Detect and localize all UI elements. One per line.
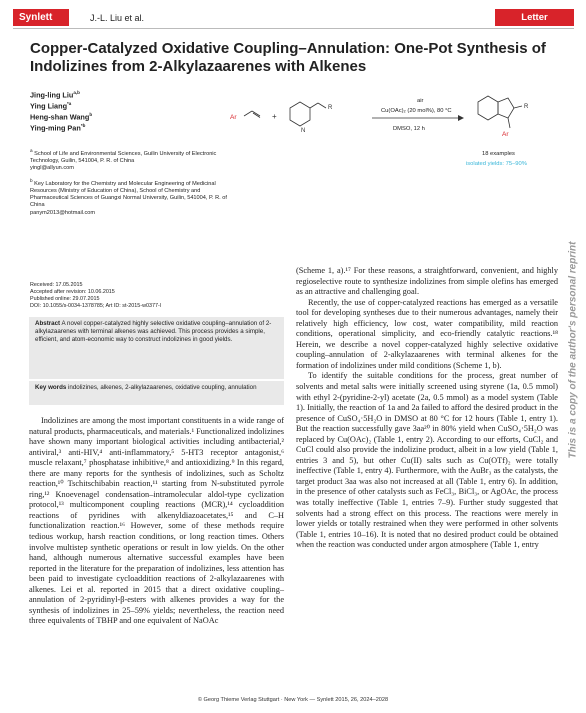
- header-rule: [13, 28, 574, 29]
- author-3: Heng-shan Wang$^b$: [30, 112, 93, 122]
- keywords-box: Key words indolizines, alkenes, 2-alkylazaarenes, oxidative coupling, annulation: [29, 381, 284, 405]
- article-dates: Received: 17.05.2015 Accepted after revision: 10.06.2015 Published online: 29.07.2015 DOI: 10.1055/s-0034-1378785; Art ID: st-2015-w0377-l: [30, 282, 161, 309]
- svg-text:R: R: [524, 104, 529, 110]
- indolizine-structure: [478, 96, 522, 128]
- svg-text:+: +: [272, 112, 277, 121]
- affiliation-b: $^b$ Key Laboratory for the Chemistry and Molecular Engineering of Medicinal Resources (Ministry of Education of China), School of Chemistry and Pharmaceutical Sciences of Guangxi Normal University, Guilin, 541004, P. R. of China panym2013@hotmail.com: [30, 178, 227, 216]
- pyridine-structure: [290, 102, 326, 126]
- abstract-box: Abstract A novel copper-catalyzed highly selective oxidative coupling–annulation of 2-alkylazaarenes with terminal alkenes was achieved. This process provides a simple, efficient, and atom-economic way to construct indolizines in good yields.: [29, 317, 284, 379]
- article-type-badge: Letter: [495, 9, 574, 26]
- condition-air: air: [417, 98, 424, 104]
- side-watermark: This is a copy of the author's personal reprint: [567, 241, 579, 459]
- body-column-left: Indolizines are among the most important constituents in a wide range of natural products, pharmaceuticals, and materials.¹ Functionalized indolizines have shown many important biological activities including antibacterial,² antiviral,³ anti-HIV,⁴ anti-inflammatory,⁵ 5-HT3 receptor antagonist,⁶ muscle relaxant,⁷ phosphatase inhibitive,⁸ and antioxidizing.⁹ In this regard, there are many reports for the synthesis of indolizines, such as Scholtz reaction,¹⁰ Tschitschibabin reaction,¹¹ starting from N-substituted pyrrole ring,¹² Knoevenagel condensation–intramolecular aldol-type cyclization protocol,¹³ multicomponent coupling reactions (MCR),¹⁴ cycloaddition reactions of pyridines with alkenyldiazoacetates,¹⁵ and C–H functionalization reaction.¹⁶ However, some of these methods require tedious workup, harsh reaction conditions, or long reaction times. Others involve multistep synthetic operations or result in low yields. On the other hand, although numerous alternative successful examples have been reported in the literature for the preparation of indolizines, less attention has been paid to investigate cycloaddition reactions of 2-alkylazaarenes with alkenes. Lei et al. reported in 2015 that a direct oxidative coupling–annulation of 2-pyridinyl-β-esters with alkenes provides a way for the synthesis of indolizines in 25–59% yields; nevertheless, the reaction need three equivalents of TBHP and one equivalent of NaOAc: [29, 416, 284, 626]
- email-link[interactable]: yingl@allyun.com: [30, 165, 74, 172]
- article-title: Copper-Catalyzed Oxidative Coupling–Annulation: One-Pot Synthesis of Indolizines from 2-Alkylazaarenes with Alkenes: [30, 40, 546, 75]
- email-link[interactable]: panym2013@hotmail.com: [30, 209, 96, 216]
- examples-count: 18 examples: [482, 151, 515, 157]
- running-authors: J.-L. Liu et al.: [90, 13, 145, 23]
- author-1: Jing-ling Liu$^{a,b}$: [30, 90, 80, 100]
- yields-label: isolated yields: 75–90%: [466, 161, 527, 167]
- styrene-structure: [244, 111, 260, 118]
- affiliation-a: $^a$ School of Life and Environmental Sciences, Guilin University of Electronic Technology, Guilin, 541004, P. R. of China yingl@allyun.com: [30, 148, 217, 172]
- doi[interactable]: DOI: 10.1055/s-0034-1378785; Art ID: st-2015-w0377-l: [30, 303, 161, 309]
- n-label: N: [301, 128, 306, 134]
- author-2: Ying Liang$^{*a}$: [30, 101, 72, 111]
- ar-label: Ar: [230, 114, 237, 121]
- condition-solvent: DMSO, 12 h: [393, 126, 425, 132]
- svg-text:Ar: Ar: [502, 131, 509, 138]
- body-column-right: (Scheme 1, a).¹⁷ For these reasons, a straightforward, convenient, and highly regioselective route to synthesize indolizines from simple olefins has emerged as an attractive and challenging goal. Recently, the use of copper-catalyzed reactions has emerged as a versatile tool for developing syntheses due to their numerous advantages, namely their relatively high efficiency, low cost, water compatibility, mild reaction conditions, operational simplicity, and eco-friendly catalytic reactions.¹⁸ Herein, we describe a novel copper-catalyzed highly selective oxidative coupling–annulation of 2-alkylazaarenes with terminal alkenes for the formation of indolizines under mild conditions (Scheme 1, b). To identify the suitable conditions for the process, great number of solvents and metal salts were initially screened using styrene (1a, 0.5 mmol) with ethyl 2-(pyridine-2-yl) acetate (2a, 0.5 mmol) as a model system (Table 1). Initially, the reaction of 1a and 2a failed to afford the desired product in the presence of CuSO₄·5H₂O in DMSO at 80 °C for 12 hours (Table 1, entry 1). But the reaction successfully gave 3aa²⁰ in 80% yield when CuSO₄·5H₂O was replaced by Cu(OAc)₂ (Table 1, entry 2). According to our efforts, CuCl₂ and CuCl could also provide the indolizine product, albeit in a low yield (Table 1, entries 3 and 5), but other Cu(II) salts such as Cu(OTf)₂ were totally ineffective (Table 1, entry 4). Furthermore, with the AuBr₃ as the catalysts, the target product 3aa was also not increased at all (Table 1, entry 6). In addition, in the presence of other catalysts such as FeCl₃, BiCl₃, or AgOAc, the process was totally ineffective (Table 1, entries 7–9). Further study suggested that solvents had a strong effect on this process. The reactions were merely in lower yields or totally restrained when they were performed in other solvents (Table 1, entries 10–16). It is noted that no desired product could be obtained when the reaction was conducted under argon atmosphere (Table 1, entry: [296, 266, 558, 550]
- page-footer: © Georg Thieme Verlag Stuttgart · New York — Synlett 2015, 26, 2024–2028: [197, 697, 389, 703]
- journal-logo: Synlett: [13, 9, 69, 26]
- r-label: R: [328, 105, 333, 111]
- condition-catalyst: Cu(OAc)₂ (20 mol%), 80 °C: [381, 108, 452, 114]
- author-4: Ying-ming Pan$^{*b}$: [30, 123, 86, 133]
